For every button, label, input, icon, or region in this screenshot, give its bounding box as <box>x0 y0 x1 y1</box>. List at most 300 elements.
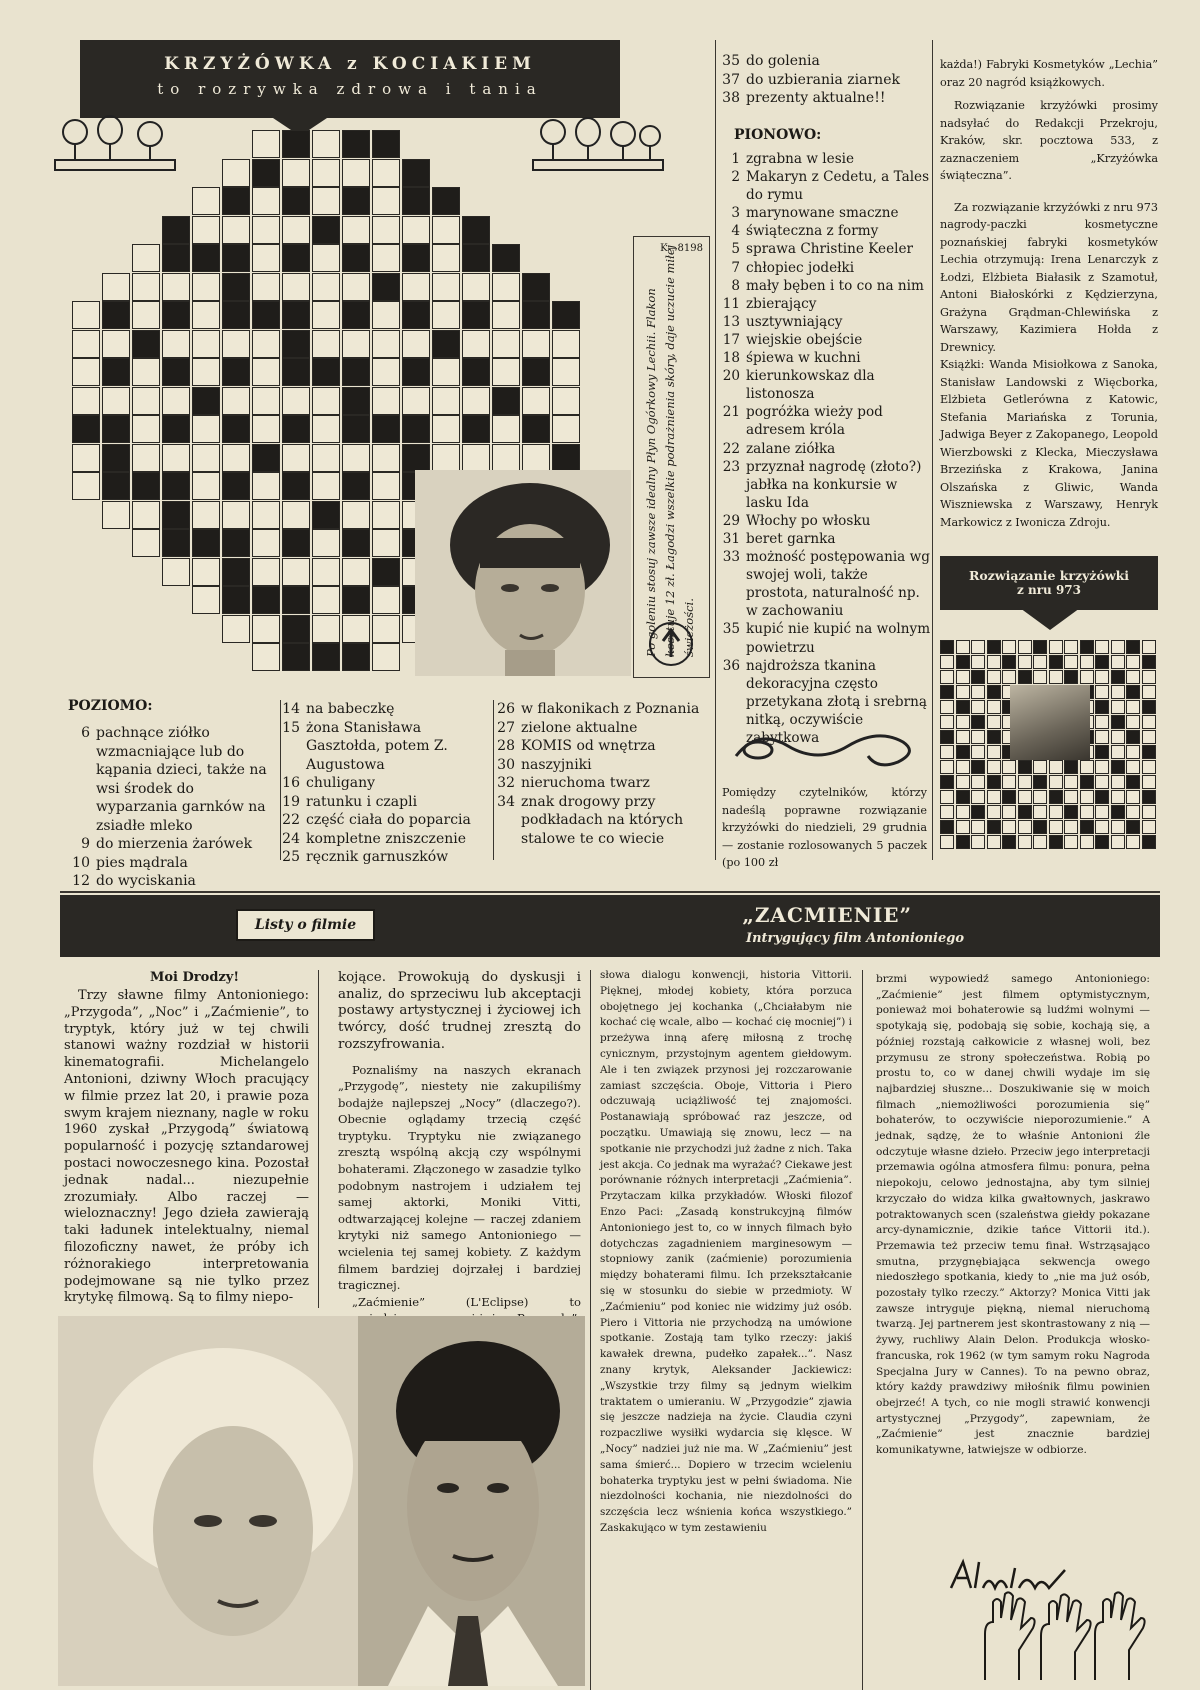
clue-item <box>485 774 710 793</box>
grid-black-cell <box>162 472 190 500</box>
solution-cell <box>1142 670 1156 684</box>
clue-item <box>710 440 932 458</box>
clue-number: 16 <box>282 775 300 791</box>
clue-item <box>710 512 932 530</box>
grid-white-cell[interactable] <box>192 558 220 586</box>
grid-white-cell[interactable] <box>192 472 220 500</box>
grid-white-cell[interactable] <box>342 615 370 643</box>
grid-black-cell <box>552 301 580 329</box>
grid-white-cell[interactable] <box>312 586 340 614</box>
solution-portrait-photo <box>1010 685 1090 760</box>
ad-panel <box>633 236 710 678</box>
grid-white-cell[interactable] <box>132 244 160 272</box>
poziomo-heading: POZIOMO: <box>68 698 153 714</box>
solution-cell <box>1033 820 1047 834</box>
grid-white-cell[interactable] <box>132 501 160 529</box>
grid-white-cell[interactable] <box>72 472 100 500</box>
grid-white-cell[interactable] <box>72 330 100 358</box>
poziomo-clues-col4 <box>710 52 930 108</box>
clue-number: 33 <box>722 549 740 566</box>
solution-cell <box>1142 715 1156 729</box>
solution-cell <box>1095 640 1109 654</box>
solution-cell <box>1142 805 1156 819</box>
grid-white-cell[interactable] <box>342 501 370 529</box>
clue-text: ręcznik garnuszków <box>306 849 449 865</box>
solution-cell <box>1126 655 1140 669</box>
grid-white-cell[interactable] <box>192 358 220 386</box>
clue-item <box>270 774 490 793</box>
grid-white-cell[interactable] <box>72 387 100 415</box>
grid-white-cell[interactable] <box>372 216 400 244</box>
grid-white-cell[interactable] <box>432 216 460 244</box>
solution-cell <box>1095 730 1109 744</box>
solution-cell <box>1033 775 1047 789</box>
grid-white-cell[interactable] <box>282 444 310 472</box>
grid-black-cell <box>222 415 250 443</box>
grid-white-cell[interactable] <box>252 244 280 272</box>
grid-white-cell[interactable] <box>432 415 460 443</box>
clue-text: na babeczkę <box>306 701 395 717</box>
grid-white-cell[interactable] <box>492 301 520 329</box>
solution-cell <box>1111 745 1125 759</box>
grid-white-cell[interactable] <box>252 415 280 443</box>
grid-white-cell[interactable] <box>492 273 520 301</box>
article-col4: brzmi wypowiedź samego Antonioniego: „Zaćmienie” jest filmem optymistycznym, ponieważ moi bohaterowie są ludźmi wolnymi — spotykają się, podobają się sobie, kochają się, a później rozstają całkowicie z własnej woli, bez przymusu ze strony społeczeństwa. Robią po prostu to, co w danej chwili wydaje im się najbardziej słuszne... Doszukiwanie się w moich filmach „niemożliwości porozumienia się” bohaterów, to oczywiście nieporozumienie.” A jednak, sądzę, że to właśnie Antonioni źle odczytuje własne dzieło. Przeciw jego interpretacji przemawia ogólna atmosfera filmu: ponura, pełna niepokoju, celowo jednostajna, aby tym silniej krzyczało do widza kilka gwałtownych, jaskrawo potraktowanych scen (szaleństwa giełdy pokazane arcy-dynamicznie, dzikie tańce Vittorii itd.). Przemawia też przeciw temu finał. Wstrząsająco smutna, przygnębiająca sekwencja owego niedoszłego spotkania, kiedy to „nie ma już osób, pozostały tylko rzeczy.” Aktorzy? Monica Vitti jak zawsze intryguje piękną, niemal nieruchomą twarzą. Jej partnerem jest skontrastowany z nią — żywy, ruchliwy Alain Delon. Produkcja włosko-francuska, rok 1962 (w tym samym roku Nagroda Specjalna Jury w Cannes). To na pewno obraz, który każdy prawdziwy miłośnik filmu powinien obejrzeć! A tych, co nie mogli strawić konwencji artystycznej „Przygody”, zapewniam, że „Zaćmienie” jest znacznie bardziej komunikatywne, łatwiejsze w odbiorze. <box>876 973 1150 1457</box>
grid-black-cell <box>102 444 130 472</box>
grid-black-cell <box>162 301 190 329</box>
pionowo-clues <box>710 150 932 747</box>
solution-cell <box>1111 835 1125 849</box>
grid-white-cell[interactable] <box>192 216 220 244</box>
grid-white-cell[interactable] <box>252 501 280 529</box>
solution-cell <box>1033 760 1047 774</box>
solution-cell <box>1064 775 1078 789</box>
grid-white-cell[interactable] <box>192 501 220 529</box>
solution-cell <box>971 685 985 699</box>
solution-cell <box>1126 835 1140 849</box>
solution-cell <box>1126 760 1140 774</box>
clue-text: usztywniający <box>746 313 843 330</box>
grid-white-cell[interactable] <box>282 216 310 244</box>
grid-white-cell[interactable] <box>432 244 460 272</box>
grid-white-cell[interactable] <box>312 387 340 415</box>
clue-item <box>485 737 710 756</box>
grid-white-cell[interactable] <box>402 330 430 358</box>
grid-white-cell[interactable] <box>222 330 250 358</box>
grid-white-cell[interactable] <box>342 444 370 472</box>
grid-white-cell[interactable] <box>162 558 190 586</box>
winners-books: Książki: Wanda Misiołkowa z Sanoka, Stanisław Landowski z Więcborka, Elżbieta Getlerówna z Katowic, Stefania Mariańska z Torunia, Jadwiga Beyer z Zakopanego, Leopold Wierzbowski z Klecka, Mieczysława Brzezińska z Krakowa, Janina Olszańska z Gliwic, Wanda Wiszniewska z Warszawy, Henryk Markowicz z Iwonicza Zdroju. <box>940 358 1158 529</box>
grid-white-cell[interactable] <box>252 273 280 301</box>
clue-item <box>270 793 490 812</box>
grid-white-cell[interactable] <box>192 330 220 358</box>
solution-cell <box>1018 820 1032 834</box>
grid-white-cell[interactable] <box>252 358 280 386</box>
grid-black-cell <box>222 273 250 301</box>
grid-black-cell <box>342 244 370 272</box>
grid-black-cell <box>342 586 370 614</box>
grid-white-cell[interactable] <box>372 387 400 415</box>
grid-white-cell[interactable] <box>72 301 100 329</box>
grid-white-cell[interactable] <box>312 529 340 557</box>
grid-black-cell <box>282 615 310 643</box>
clue-number: 37 <box>722 71 740 88</box>
solution-cell <box>1126 715 1140 729</box>
grid-black-cell <box>192 529 220 557</box>
grid-white-cell[interactable] <box>192 444 220 472</box>
solution-cell <box>1126 745 1140 759</box>
grid-white-cell[interactable] <box>252 330 280 358</box>
solution-cell <box>1064 790 1078 804</box>
pionowo-heading: PIONOWO: <box>734 127 822 143</box>
clue-text: chuligany <box>306 775 376 791</box>
grid-white-cell[interactable] <box>192 187 220 215</box>
film-header-band <box>60 895 1160 957</box>
clue-number: 8 <box>731 277 740 294</box>
solution-cell <box>1049 790 1063 804</box>
grid-white-cell[interactable] <box>372 244 400 272</box>
grid-white-cell[interactable] <box>402 216 430 244</box>
clue-item <box>60 835 275 854</box>
grid-black-cell <box>162 415 190 443</box>
clue-text: przyznał nagrodę (złoto?) jabłka na konkursie w lasku Ida <box>746 458 922 511</box>
solution-cell <box>1018 775 1032 789</box>
solution-cell <box>956 685 970 699</box>
poziomo-clues-col3 <box>485 700 710 848</box>
solution-cell <box>971 835 985 849</box>
solution-cell <box>1126 775 1140 789</box>
grid-white-cell[interactable] <box>312 415 340 443</box>
grid-white-cell[interactable] <box>432 358 460 386</box>
grid-black-cell <box>312 501 340 529</box>
grid-white-cell[interactable] <box>132 529 160 557</box>
grid-white-cell[interactable] <box>522 330 550 358</box>
solution-grid <box>940 640 1158 850</box>
solution-cell <box>987 760 1001 774</box>
grid-white-cell[interactable] <box>462 273 490 301</box>
solution-cell <box>1095 790 1109 804</box>
grid-white-cell[interactable] <box>312 330 340 358</box>
grid-white-cell[interactable] <box>372 501 400 529</box>
grid-white-cell[interactable] <box>312 444 340 472</box>
crossword-title-banner <box>80 40 620 118</box>
grid-white-cell[interactable] <box>72 358 100 386</box>
grid-white-cell[interactable] <box>132 415 160 443</box>
clue-text: do mierzenia żarówek <box>96 836 253 852</box>
solution-cell <box>1142 745 1156 759</box>
grid-white-cell[interactable] <box>282 273 310 301</box>
grid-white-cell[interactable] <box>432 387 460 415</box>
solution-cell <box>956 730 970 744</box>
grid-white-cell[interactable] <box>522 387 550 415</box>
grid-white-cell[interactable] <box>132 387 160 415</box>
solution-cell <box>1064 655 1078 669</box>
solution-cell <box>971 760 985 774</box>
solution-cell <box>1126 685 1140 699</box>
column-rule <box>590 970 591 1690</box>
solution-cell <box>1142 790 1156 804</box>
clue-text: pachnące ziółko wzmacniające lub do kąpania dzieci, także na wsi środek do wyparzania garnków na zsiadłe mleko <box>96 725 267 834</box>
grid-black-cell <box>282 586 310 614</box>
solution-cell <box>1142 730 1156 744</box>
grid-black-cell <box>552 444 580 472</box>
grid-black-cell <box>402 244 430 272</box>
solution-cell <box>1111 730 1125 744</box>
clue-text: świąteczna z formy <box>746 223 879 240</box>
grid-white-cell[interactable] <box>252 387 280 415</box>
solution-cell <box>987 820 1001 834</box>
solution-cell <box>1033 805 1047 819</box>
clue-item <box>710 530 932 548</box>
grid-white-cell[interactable] <box>312 187 340 215</box>
grid-white-cell[interactable] <box>372 529 400 557</box>
grid-white-cell[interactable] <box>252 130 280 158</box>
grid-white-cell[interactable] <box>222 387 250 415</box>
grid-black-cell <box>192 387 220 415</box>
grid-white-cell[interactable] <box>372 586 400 614</box>
clue-item <box>710 313 932 331</box>
grid-white-cell[interactable] <box>132 358 160 386</box>
solution-cell <box>971 640 985 654</box>
grid-white-cell[interactable] <box>372 643 400 671</box>
clue-text: pies mądrala <box>96 854 188 871</box>
solution-cell <box>1002 640 1016 654</box>
grid-white-cell[interactable] <box>282 387 310 415</box>
grid-black-cell <box>132 472 160 500</box>
solution-cell <box>940 775 954 789</box>
grid-white-cell[interactable] <box>252 643 280 671</box>
clue-item <box>485 756 710 775</box>
grid-black-cell <box>312 643 340 671</box>
grid-white-cell[interactable] <box>282 159 310 187</box>
grid-black-cell <box>222 301 250 329</box>
grid-white-cell[interactable] <box>222 615 250 643</box>
grid-white-cell[interactable] <box>312 244 340 272</box>
grid-black-cell <box>372 273 400 301</box>
clue-item <box>60 872 275 891</box>
grid-black-cell <box>522 415 550 443</box>
grid-white-cell[interactable] <box>312 159 340 187</box>
grid-white-cell[interactable] <box>192 415 220 443</box>
solution-cell <box>1002 820 1016 834</box>
solution-cell <box>1111 640 1125 654</box>
solution-cell <box>1095 685 1109 699</box>
grid-black-cell <box>222 244 250 272</box>
grid-white-cell[interactable] <box>132 301 160 329</box>
grid-white-cell[interactable] <box>312 472 340 500</box>
grid-white-cell[interactable] <box>222 444 250 472</box>
clue-text: marynowane smaczne <box>746 205 899 222</box>
grid-white-cell[interactable] <box>192 273 220 301</box>
grid-white-cell[interactable] <box>312 130 340 158</box>
grid-white-cell[interactable] <box>342 216 370 244</box>
clue-number: 25 <box>282 849 300 865</box>
grid-white-cell[interactable] <box>282 558 310 586</box>
grid-white-cell[interactable] <box>162 330 190 358</box>
grid-black-cell <box>432 187 460 215</box>
solution-cell <box>1018 790 1032 804</box>
solution-cell <box>940 715 954 729</box>
solution-cell <box>940 640 954 654</box>
grid-white-cell[interactable] <box>372 301 400 329</box>
grid-white-cell[interactable] <box>342 159 370 187</box>
grid-black-cell <box>522 301 550 329</box>
grid-white-cell[interactable] <box>162 273 190 301</box>
grid-black-cell <box>342 387 370 415</box>
grid-white-cell[interactable] <box>102 330 130 358</box>
crossword-subtitle: to rozrywka zdrowa i tania <box>157 80 543 98</box>
grid-white-cell[interactable] <box>372 444 400 472</box>
grid-white-cell[interactable] <box>402 387 430 415</box>
model-portrait-image <box>415 470 631 676</box>
clue-number: 5 <box>731 241 740 258</box>
grid-white-cell[interactable] <box>552 358 580 386</box>
grid-white-cell[interactable] <box>342 273 370 301</box>
grid-white-cell[interactable] <box>252 187 280 215</box>
grid-white-cell[interactable] <box>492 358 520 386</box>
clue-number: 29 <box>722 512 740 529</box>
grid-white-cell[interactable] <box>492 415 520 443</box>
grid-white-cell[interactable] <box>312 615 340 643</box>
grid-white-cell[interactable] <box>312 301 340 329</box>
clue-text: ratunku i czapli <box>306 793 418 810</box>
clue-number: 3 <box>731 205 740 222</box>
grid-black-cell <box>252 159 280 187</box>
grid-black-cell <box>222 472 250 500</box>
grid-white-cell[interactable] <box>372 472 400 500</box>
grid-white-cell[interactable] <box>282 501 310 529</box>
clue-number: 18 <box>722 350 740 367</box>
grid-white-cell[interactable] <box>252 615 280 643</box>
clue-number: 26 <box>497 701 515 717</box>
grid-white-cell[interactable] <box>192 301 220 329</box>
grid-white-cell[interactable] <box>492 330 520 358</box>
solution-cell <box>1018 760 1032 774</box>
clue-item <box>710 349 932 367</box>
solution-cell <box>1049 670 1063 684</box>
grid-white-cell[interactable] <box>552 330 580 358</box>
solution-cell <box>1095 655 1109 669</box>
clue-item <box>485 700 710 719</box>
clue-item <box>710 295 932 313</box>
lechia-logo-icon <box>646 619 696 669</box>
grid-black-cell <box>462 244 490 272</box>
clue-text: do golenia <box>746 53 820 69</box>
grid-black-cell <box>402 159 430 187</box>
grid-white-cell[interactable] <box>372 187 400 215</box>
grid-white-cell[interactable] <box>552 387 580 415</box>
grid-white-cell[interactable] <box>492 444 520 472</box>
grid-white-cell[interactable] <box>372 159 400 187</box>
grid-black-cell <box>252 301 280 329</box>
grid-white-cell[interactable] <box>102 273 130 301</box>
solution-cell <box>971 790 985 804</box>
solution-cell <box>1095 715 1109 729</box>
solution-cell <box>971 715 985 729</box>
solution-cell <box>987 835 1001 849</box>
clue-number: 4 <box>731 223 740 240</box>
grid-white-cell[interactable] <box>312 558 340 586</box>
grid-white-cell[interactable] <box>222 159 250 187</box>
grid-white-cell[interactable] <box>372 330 400 358</box>
clue-number: 24 <box>282 830 300 847</box>
grid-white-cell[interactable] <box>72 444 100 472</box>
grid-white-cell[interactable] <box>462 387 490 415</box>
grid-white-cell[interactable] <box>222 216 250 244</box>
grid-white-cell[interactable] <box>162 387 190 415</box>
article-col2-p3: „Zaćmienie” (L'Eclipse) to <box>352 1294 581 1309</box>
grid-white-cell[interactable] <box>372 615 400 643</box>
clue-text: Włochy po włosku <box>746 512 871 529</box>
clue-number: 31 <box>722 530 740 547</box>
solution-cell <box>1064 670 1078 684</box>
article-col2-p2: Poznaliśmy na naszych ekranach „Przygodę”, niestety nie zakupiliśmy bodajże najlepszej „Nocy” (dlaczego?). Obecnie oglądamy trzecią część tryptyku. Tryptyku nie związanego zresztą wspólną akcją czy wspólnymi bohaterami. Złączonego w zasadzie tylko podobnym nastrojem i udziałem tej samej aktorki, Moniki Vitti, odtwarzającej kolejne — raczej zdaniem krytyki niż samego Antonioniego — wcielenia tej samej kobiety. Z każdym filmem bardziej dojrzałej i bardziej tragicznej. <box>338 1062 581 1293</box>
clue-number: 38 <box>722 90 740 106</box>
grid-white-cell[interactable] <box>552 415 580 443</box>
grid-white-cell[interactable] <box>372 358 400 386</box>
solution-cell <box>971 805 985 819</box>
solution-cell <box>1080 760 1094 774</box>
grid-white-cell[interactable] <box>252 529 280 557</box>
grid-black-cell <box>522 273 550 301</box>
grid-white-cell[interactable] <box>312 273 340 301</box>
solution-cell <box>1111 685 1125 699</box>
grid-white-cell[interactable] <box>432 273 460 301</box>
grid-white-cell[interactable] <box>252 558 280 586</box>
grid-white-cell[interactable] <box>462 444 490 472</box>
clue-number: 1 <box>731 151 740 167</box>
solution-cell <box>1018 670 1032 684</box>
article-col3: słowa dialogu konwencji, historia Vittorii. Pięknej, młodej kobiety, która porzuca obojętnego jej kochanka („Chciałabym nie kochać cię wcale, albo — kochać cię mocniej”) i przeżywa inną aferę miłosną z trochę cynicznym, przystojnym agentem giełdowym. Ale i ten związek przynosi jej rozczarowanie zamiast szczęścia. Oboje, Vittoria i Piero odczuwają uciążliwość tej znajomości. Postanawiają spróbować raz jeszcze, od początku. Umawiają się znowu, lecz — na spotkanie nie przychodzi już żadne z nich. Taka jest akcja. Co jednak ma wyrażać? Ciekawe jest porównanie różnych interpretacji „Zaćmienia”. Przytaczam kilka przykładów. Włoski filozof Enzo Paci: „Zasadą konstrukcyjną filmów Antonioniego jest to, co w innych filmach było dotychczas zagadnieniem marginesowym — stopniowy zanik (zaćmienie) porozumienia między bohaterami filmu. Ich przekształcanie się w stosunku do siebie w przedmioty. W „Zaćmieniu” pod koniec nie widzimy już osób. Piero i Vittoria nie przychodzą na umówione spotkanie. Zostają tam tylko rzeczy: jakiś kawałek drewna, pudełko zapałek...”. Nasz znany krytyk, Aleksander Jackiewicz: „Wszystkie trzy filmy są jednym wielkim traktatem o umieraniu. W „Przygodzie” zjawia się jeszcze nadzieja na życie. Claudia czyni rozpaczliwe wysiłki wydarcia się klęsce. W „Nocy” nadziei już nie ma. W „Zaćmieniu” jest sama śmierć... Dopiero w trzecim wcieleniu bohaterka tryptyku jest w pełni świadoma. Nie niezdolności kochania, nie niezdolności do szczęścia lecz wśnienia końca wszystkiego.” Zaskakująco w tym zestawieniu <box>600 969 852 1534</box>
clue-item <box>710 403 932 439</box>
solution-cell <box>1111 760 1125 774</box>
grid-white-cell[interactable] <box>522 444 550 472</box>
grid-white-cell[interactable] <box>402 273 430 301</box>
grid-white-cell[interactable] <box>342 330 370 358</box>
solution-cell <box>956 655 970 669</box>
solution-cell <box>1033 835 1047 849</box>
grid-white-cell[interactable] <box>252 472 280 500</box>
grid-white-cell[interactable] <box>102 387 130 415</box>
solution-cell <box>1126 670 1140 684</box>
clue-item <box>710 89 930 108</box>
grid-white-cell[interactable] <box>192 586 220 614</box>
right-column-info <box>940 56 1158 531</box>
grid-black-cell <box>462 216 490 244</box>
article-col2-p1: kojące. Prowokują do dyskusji i analiz, do sprzeciwu lub akceptacji postawy artystycznej i życiowej ich twórcy, dość trudnej zresztą do rozszyfrowania. <box>338 970 581 1052</box>
grid-black-cell <box>402 444 430 472</box>
solution-banner-line2: z nru 973 <box>1017 583 1081 597</box>
grid-white-cell[interactable] <box>162 444 190 472</box>
grid-white-cell[interactable] <box>252 216 280 244</box>
solution-cell <box>987 655 1001 669</box>
solution-cell <box>1095 670 1109 684</box>
grid-white-cell[interactable] <box>222 501 250 529</box>
grid-black-cell <box>282 130 310 158</box>
grid-black-cell <box>492 244 520 272</box>
grid-white-cell[interactable] <box>102 501 130 529</box>
grid-white-cell[interactable] <box>342 558 370 586</box>
grid-white-cell[interactable] <box>432 301 460 329</box>
grid-white-cell[interactable] <box>432 444 460 472</box>
solution-cell <box>940 685 954 699</box>
prize-note: Pomiędzy czytelników, którzy nadeślą poprawne rozwiązanie krzyżówki do niedzieli, 29 grudnia — zostanie rozlosowanych 5 paczek (po 100 zł <box>722 786 927 869</box>
solution-cell <box>1080 820 1094 834</box>
grid-white-cell[interactable] <box>462 330 490 358</box>
grid-white-cell[interactable] <box>132 444 160 472</box>
grid-white-cell[interactable] <box>132 273 160 301</box>
clue-item <box>270 830 490 849</box>
